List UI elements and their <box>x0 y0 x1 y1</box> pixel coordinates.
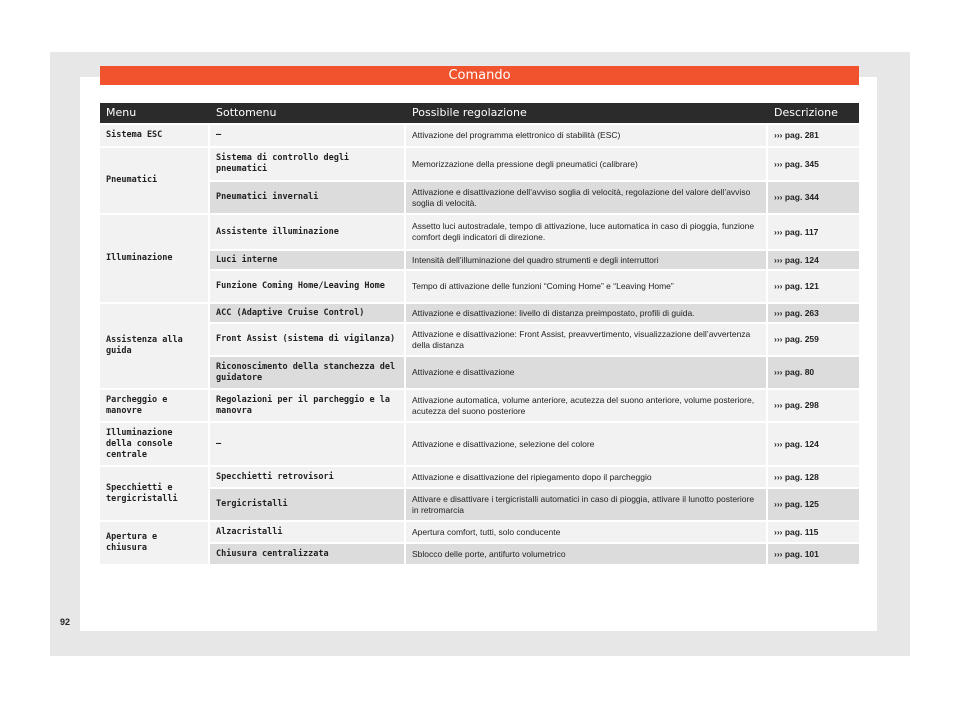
setting-cell: Attivare e disattivare i tergicristalli automatici in caso di pioggia, attivare il lunotto posteriore in retromarcia <box>406 489 768 520</box>
page-reference-link[interactable]: ››› pag. 344 <box>768 182 859 213</box>
setting-cell: Attivazione del programma elettronico di stabilità (ESC) <box>406 125 768 146</box>
submenu-cell: Luci interne <box>210 251 406 269</box>
page-reference-link[interactable]: ››› pag. 124 <box>768 423 859 465</box>
page-reference-link[interactable]: ››› pag. 345 <box>768 148 859 180</box>
menu-cell: Pneumatici <box>100 148 210 213</box>
table-row <box>100 489 859 520</box>
setting-cell: Attivazione e disattivazione del ripiegamento dopo il parcheggio <box>406 467 768 487</box>
submenu-cell: Sistema di controllo degli pneumatici <box>210 148 406 180</box>
submenu-cell: Riconoscimento della stanchezza del guidatore <box>210 357 406 388</box>
submenu-cell: – <box>210 125 406 146</box>
submenu-cell: Alzacristalli <box>210 522 406 542</box>
table-row <box>100 125 859 146</box>
submenu-cell: ACC (Adaptive Cruise Control) <box>210 304 406 322</box>
page-reference-link[interactable]: ››› pag. 117 <box>768 215 859 249</box>
setting-cell: Attivazione e disattivazione <box>406 357 768 388</box>
table-row <box>100 251 859 269</box>
setting-cell: Attivazione e disattivazione: livello di distanza preimpostato, profili di guida. <box>406 304 768 322</box>
menu-cell: Illuminazione della console centrale <box>100 423 210 465</box>
setting-cell: Assetto luci autostradale, tempo di attivazione, luce automatica in caso di pioggia, funzione comfort degli indicatori di direzione. <box>406 215 768 249</box>
setting-cell: Sblocco delle porte, antifurto volumetrico <box>406 544 768 564</box>
table-row <box>100 423 859 465</box>
setting-cell: Attivazione e disattivazione: Front Assist, preavvertimento, visualizzazione dell’avvertenza della distanza <box>406 324 768 355</box>
table-row <box>100 522 859 542</box>
page-reference-link[interactable]: ››› pag. 263 <box>768 304 859 322</box>
table-row <box>100 304 859 322</box>
page-reference-link[interactable]: ››› pag. 115 <box>768 522 859 542</box>
table-body <box>100 125 859 564</box>
menu-cell: Parcheggio e manovre <box>100 390 210 421</box>
table-row <box>100 324 859 355</box>
section-title: Comando <box>100 66 859 85</box>
setting-cell: Memorizzazione della pressione degli pneumatici (calibrare) <box>406 148 768 180</box>
submenu-cell: Tergicristalli <box>210 489 406 520</box>
menu-cell: Illuminazione <box>100 215 210 302</box>
submenu-cell: – <box>210 423 406 465</box>
table-row <box>100 467 859 487</box>
table-row <box>100 148 859 180</box>
menu-cell: Apertura e chiusura <box>100 522 210 564</box>
header-menu: Menu <box>100 103 210 123</box>
submenu-cell: Specchietti retrovisori <box>210 467 406 487</box>
submenu-cell: Chiusura centralizzata <box>210 544 406 564</box>
table-row <box>100 544 859 564</box>
page-reference-link[interactable]: ››› pag. 298 <box>768 390 859 421</box>
table-header-row <box>100 103 859 123</box>
table-row <box>100 390 859 421</box>
header-submenu: Sottomenu <box>210 103 406 123</box>
setting-cell: Attivazione e disattivazione dell’avviso soglia di velocità, regolazione del valore dell’avviso soglia di velocità. <box>406 182 768 213</box>
submenu-cell: Front Assist (sistema di vigilanza) <box>210 324 406 355</box>
page-number: 92 <box>60 617 71 627</box>
menu-cell: Specchietti e tergicristalli <box>100 467 210 520</box>
submenu-cell: Funzione Coming Home/Leaving Home <box>210 271 406 302</box>
setting-cell: Attivazione automatica, volume anteriore, acutezza del suono anteriore, volume posteriore, acutezza del suono posteriore <box>406 390 768 421</box>
table-row <box>100 182 859 213</box>
header-description: Descrizione <box>768 103 859 123</box>
menu-cell: Assistenza alla guida <box>100 304 210 388</box>
table-row <box>100 357 859 388</box>
setting-cell: Tempo di attivazione delle funzioni “Coming Home” e “Leaving Home” <box>406 271 768 302</box>
submenu-cell: Pneumatici invernali <box>210 182 406 213</box>
page-reference-link[interactable]: ››› pag. 125 <box>768 489 859 520</box>
setting-cell: Intensità dell’illuminazione del quadro strumenti e degli interruttori <box>406 251 768 269</box>
page-reference-link[interactable]: ››› pag. 101 <box>768 544 859 564</box>
submenu-cell: Regolazioni per il parcheggio e la manovra <box>210 390 406 421</box>
page-reference-link[interactable]: ››› pag. 80 <box>768 357 859 388</box>
menu-cell: Sistema ESC <box>100 125 210 146</box>
table-row <box>100 271 859 302</box>
settings-table <box>100 101 859 566</box>
page-reference-link[interactable]: ››› pag. 281 <box>768 125 859 146</box>
header-setting: Possibile regolazione <box>406 103 768 123</box>
page-reference-link[interactable]: ››› pag. 121 <box>768 271 859 302</box>
table-row <box>100 215 859 249</box>
page-reference-link[interactable]: ››› pag. 259 <box>768 324 859 355</box>
page-reference-link[interactable]: ››› pag. 124 <box>768 251 859 269</box>
setting-cell: Apertura comfort, tutti, solo conducente <box>406 522 768 542</box>
submenu-cell: Assistente illuminazione <box>210 215 406 249</box>
setting-cell: Attivazione e disattivazione, selezione del colore <box>406 423 768 465</box>
page-reference-link[interactable]: ››› pag. 128 <box>768 467 859 487</box>
